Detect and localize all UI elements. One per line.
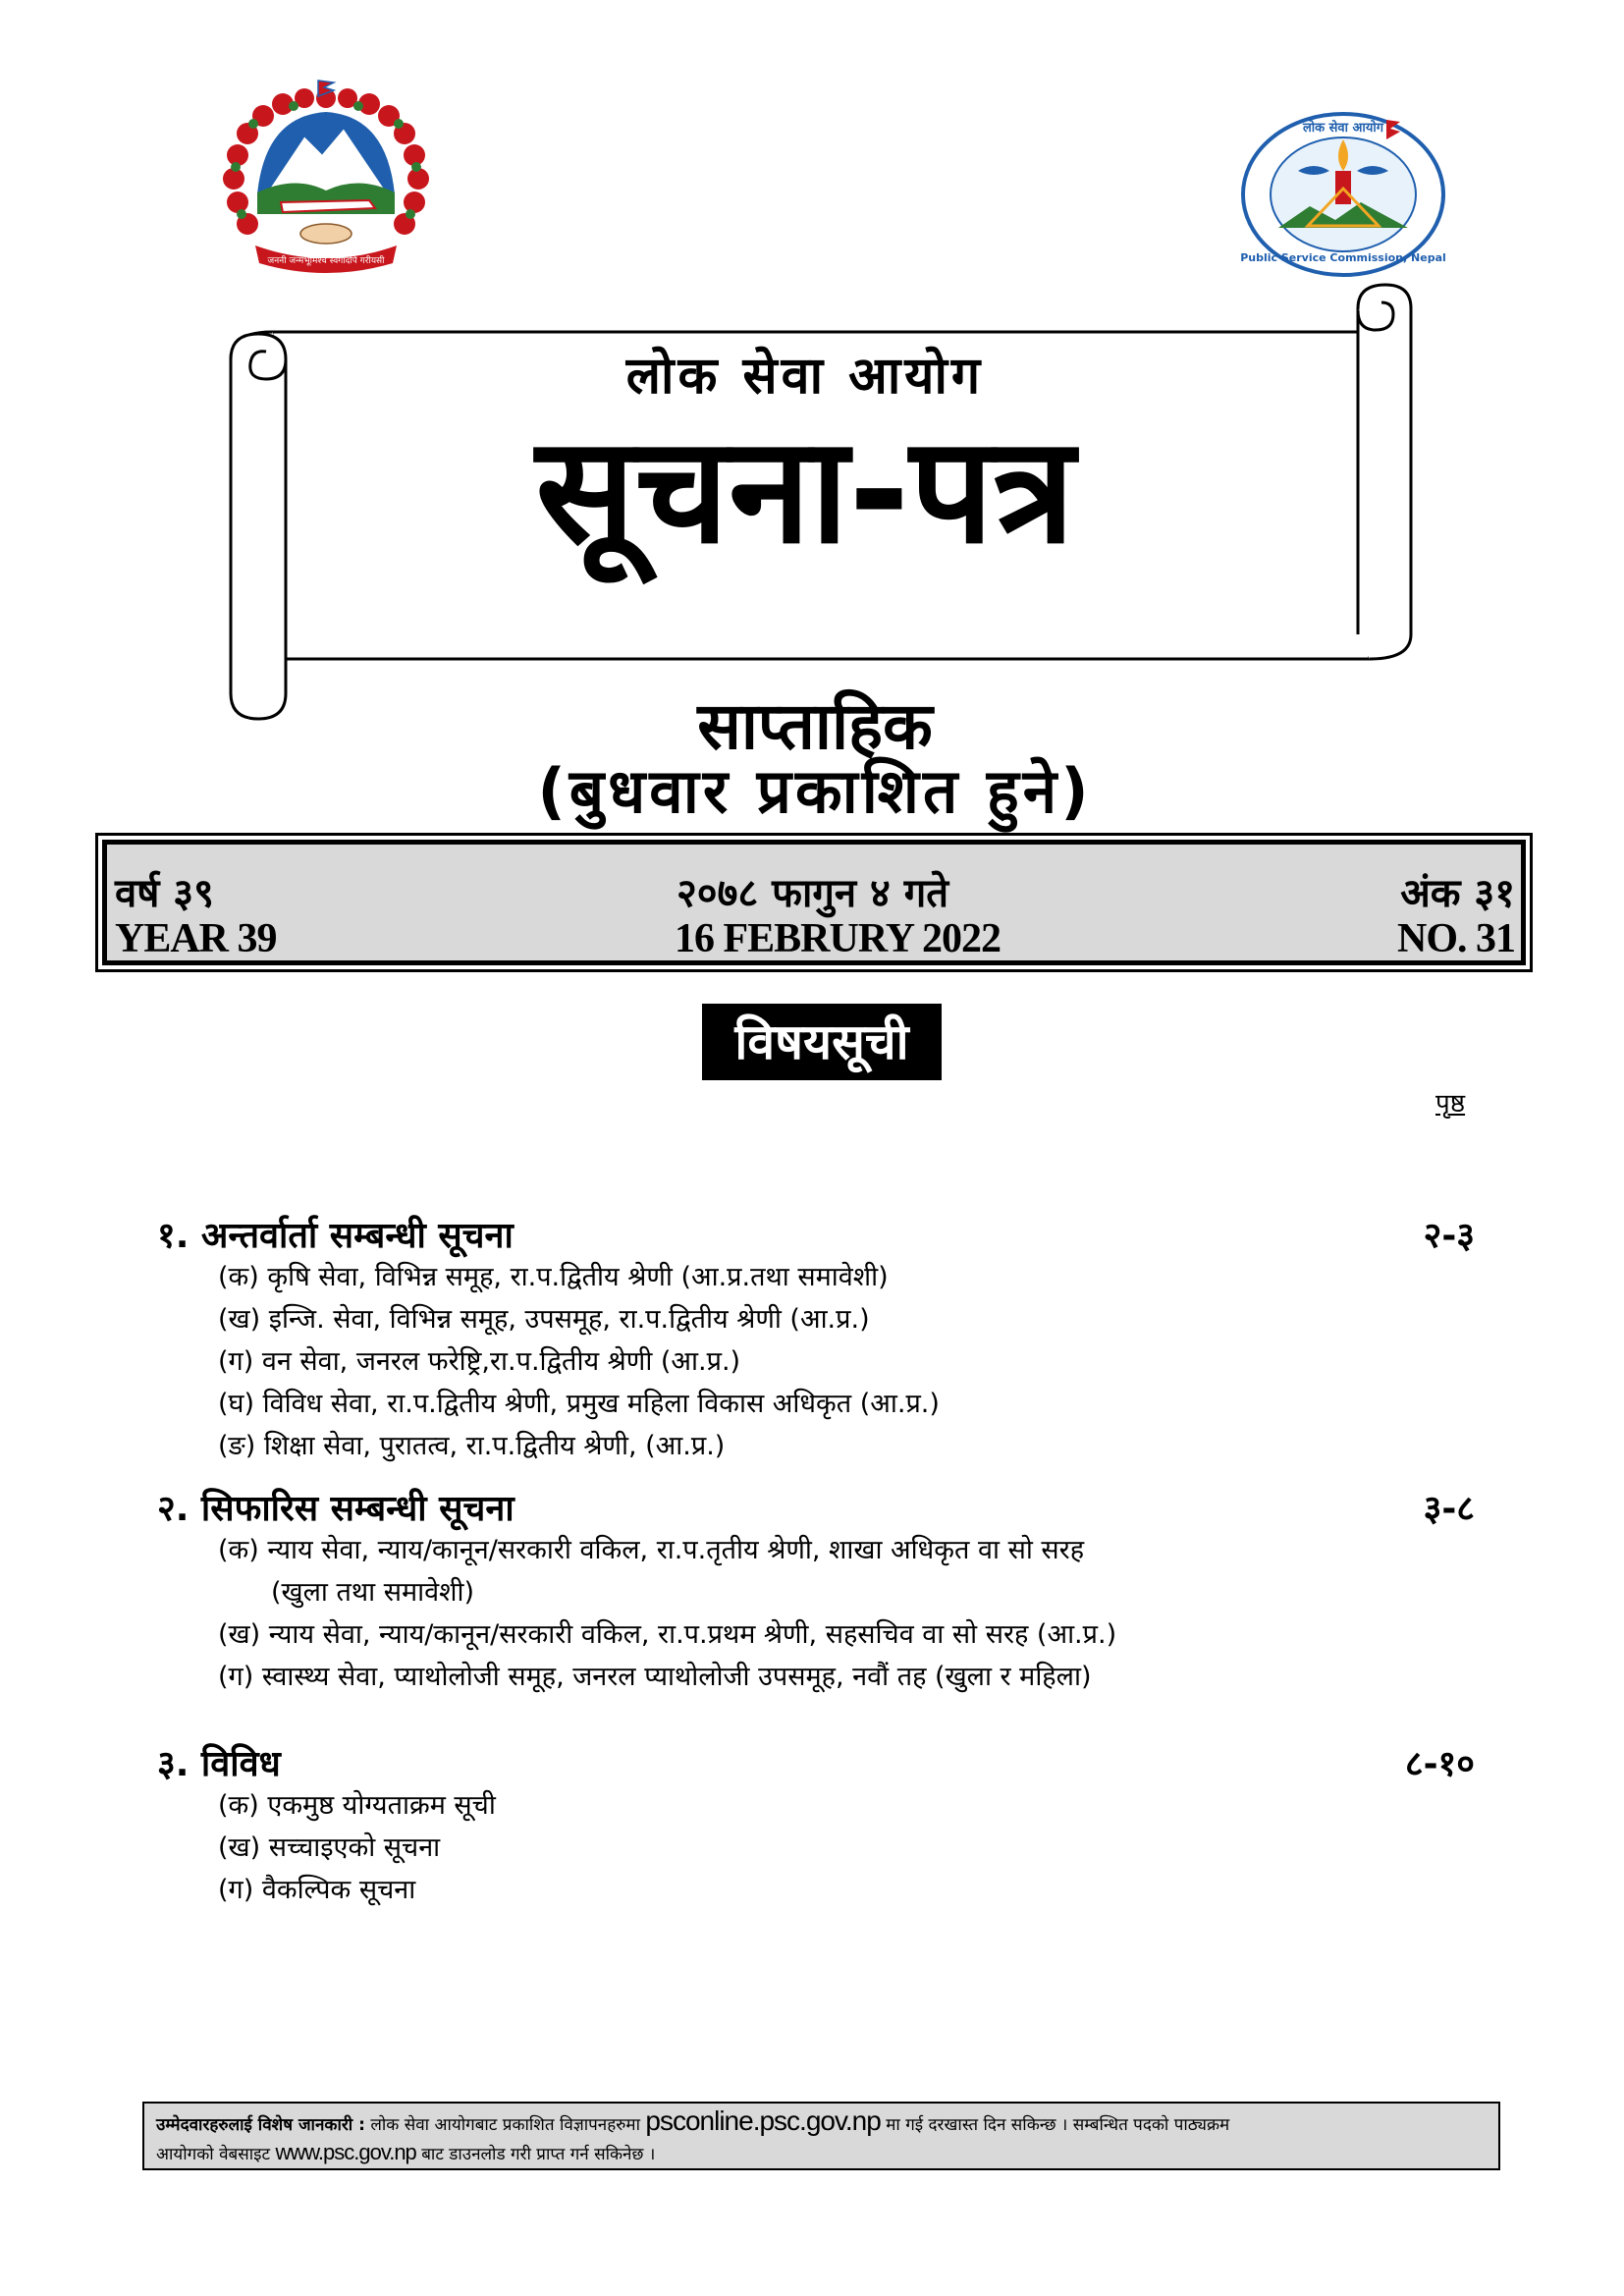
- year-np: वर्ष ३९: [115, 871, 214, 916]
- section-1-title: १. अन्तर्वार्ता सम्बन्धी सूचना: [157, 1216, 514, 1256]
- notice-title: सूचना-पत्र: [535, 406, 1075, 576]
- footer-line-2: [156, 2139, 1487, 2168]
- contents-heading: विषयसूची: [702, 1004, 942, 1080]
- footer-text-1: लोक सेवा आयोगबाट प्रकाशित विज्ञापनहरुमा: [370, 2115, 640, 2135]
- footer-lead: उम्मेदवारहरुलाई विशेष जानकारी :: [156, 2115, 365, 2135]
- date-np: २०७८ फागुन ४ गते: [677, 871, 949, 916]
- issue-info-inner: [102, 840, 1526, 965]
- list-item: (ग) वैकल्पिक सूचना: [218, 1875, 416, 1905]
- list-item: (ख) सच्चाइएको सूचना: [218, 1832, 441, 1863]
- section-1-pages: २-३: [1423, 1216, 1475, 1256]
- list-item: (ख) इन्जि. सेवा, विभिन्न समूह, उपसमूह, रा.प.द्वितीय श्रेणी (आ.प्र.): [218, 1304, 870, 1335]
- psc-website-link[interactable]: www.psc.gov.np: [275, 2140, 416, 2164]
- psc-logo-icon: [1239, 110, 1447, 279]
- list-item: (क) कृषि सेवा, विभिन्न समूह, रा.प.द्वितीय श्रेणी (आ.प्र.तथा समावेशी): [218, 1262, 889, 1292]
- number-en: NO. 31: [1397, 916, 1515, 961]
- national-emblem-icon: [196, 77, 456, 279]
- number-np: अंक ३१: [1400, 871, 1515, 916]
- footer-text-4: बाट डाउनलोड गरी प्राप्त गर्न सकिनेछ ।: [421, 2145, 656, 2164]
- date-en: 16 FEBRURY 2022: [675, 916, 1001, 961]
- section-3-pages: ८-१०: [1404, 1744, 1475, 1784]
- footer-text-3: आयोगको वेबसाइट: [156, 2145, 271, 2164]
- footer-notice: [142, 2102, 1500, 2170]
- section-2-title: २. सिफारिस सम्बन्धी सूचना: [157, 1489, 514, 1529]
- list-item: (ङ) शिक्षा सेवा, पुरातत्व, रा.प.द्वितीय श्रेणी, (आ.प्र.): [218, 1431, 726, 1461]
- psc-nepali-name: लोक सेवा आयोग: [1302, 121, 1384, 136]
- footer-text-2: मा गई दरखास्त दिन सकिन्छ । सम्बन्धित पदको पाठ्यक्रम: [886, 2115, 1230, 2135]
- emblem-motto: जननी जन्मभूमिश्च स्वर्गादपि गरीयसी: [267, 256, 385, 266]
- psc-english-name: Public Service Commission, Nepal: [1240, 251, 1446, 264]
- list-item: (क) न्याय सेवा, न्याय/कानून/सरकारी वकिल, रा.प.तृतीय श्रेणी, शाखा अधिकृत वा सो सरह: [218, 1535, 1085, 1565]
- weekly-label: साप्ताहिक: [697, 688, 933, 764]
- list-item: (ग) वन सेवा, जनरल फरेष्ट्रि,रा.प.द्वितीय श्रेणी (आ.प्र.): [218, 1346, 741, 1377]
- psconline-link[interactable]: psconline.psc.gov.np: [645, 2105, 881, 2136]
- footer-line-1: [156, 2107, 1487, 2139]
- page-column-label: पृष्ठ: [1435, 1089, 1466, 1119]
- weekly-subtitle: (बुधवार प्रकाशित हुने): [537, 755, 1093, 827]
- section-2-pages: ३-८: [1423, 1489, 1475, 1529]
- list-item: (ख) न्याय सेवा, न्याय/कानून/सरकारी वकिल, रा.प.प्रथम श्रेणी, सहसचिव वा सो सरह (आ.प्र.): [218, 1619, 1117, 1650]
- list-item: (घ) विविध सेवा, रा.प.द्वितीय श्रेणी, प्रमुख महिला विकास अधिकृत (आ.प्र.): [218, 1389, 940, 1419]
- year-en: YEAR 39: [115, 916, 277, 961]
- list-item: (खुला तथा समावेशी): [271, 1577, 475, 1608]
- issue-info-box: [95, 833, 1533, 972]
- org-name: लोक सेवा आयोग: [625, 347, 985, 406]
- section-3-title: ३. विविध: [157, 1744, 281, 1784]
- list-item: (क) एकमुष्ठ योग्यताक्रम सूची: [218, 1790, 496, 1821]
- list-item: (ग) स्वास्थ्य सेवा, प्याथोलोजी समूह, जनरल प्याथोलोजी उपसमूह, नवौं तह (खुला र महिला): [218, 1662, 1092, 1692]
